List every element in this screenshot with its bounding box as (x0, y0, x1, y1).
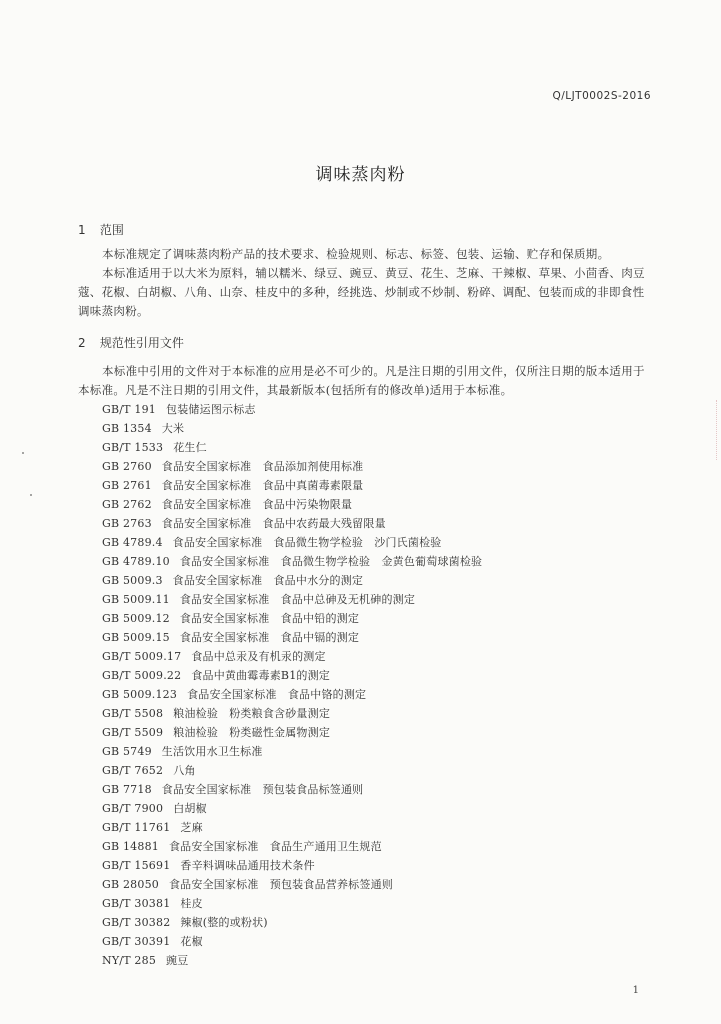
reference-title: 白胡椒 (173, 802, 207, 815)
reference-item (102, 932, 482, 951)
reference-item (102, 400, 482, 419)
reference-title: 食品安全国家标准 食品添加剂使用标准 (161, 460, 364, 473)
section-title: 规范性引用文件 (99, 336, 184, 350)
reference-item (102, 419, 482, 438)
paragraph: 本标准中引用的文件对于本标准的应用是必不可少的。凡是注日期的引用文件，仅所注日期的版本适用于本标准。凡是不注日期的引用文件，其最新版本(包括所有的修改单)适用于本标准。 (78, 364, 645, 397)
section-number: 2 (78, 336, 86, 350)
reference-title: 食品安全国家标准 食品中总砷及无机砷的测定 (179, 593, 416, 606)
scan-dot (22, 452, 24, 454)
reference-title: 食品安全国家标准 预包装食品标签通则 (161, 783, 364, 796)
reference-item (102, 894, 482, 913)
paragraph: 本标准适用于以大米为原料，辅以糯米、绿豆、豌豆、黄豆、花生、芝麻、干辣椒、草果、小茴香、肉豆蔻、花椒、白胡椒、八角、山奈、桂皮中的多种，经挑选、炒制或不炒制、粉碎、调配、包装而成的非即食性调味蒸肉粉。 (78, 266, 645, 318)
reference-item (102, 856, 482, 875)
reference-code: GB 5009.11 (102, 593, 170, 606)
reference-item (102, 875, 482, 894)
reference-code: GB 2763 (102, 517, 152, 530)
reference-code: GB 5009.12 (102, 612, 170, 625)
reference-title: 花生仁 (173, 441, 207, 454)
reference-item (102, 761, 482, 780)
reference-item (102, 818, 482, 837)
reference-item (102, 742, 482, 761)
section-title: 范围 (99, 223, 124, 237)
reference-item (102, 514, 482, 533)
reference-title: 食品安全国家标准 食品中真菌毒素限量 (161, 479, 364, 492)
reference-title: 食品安全国家标准 食品中污染物限量 (161, 498, 353, 511)
reference-code: GB/T 30382 (102, 916, 171, 929)
reference-title: 芝麻 (180, 821, 203, 834)
reference-code: GB/T 1533 (102, 441, 164, 454)
reference-code: GB/T 30381 (102, 897, 171, 910)
reference-list (102, 400, 482, 970)
section-heading-normative-references (78, 334, 184, 351)
reference-title: 食品安全国家标准 食品生产通用卫生规范 (168, 840, 382, 853)
page-title: 调味蒸肉粉 (315, 165, 406, 185)
reference-title: 食品安全国家标准 食品中农药最大残留限量 (161, 517, 386, 530)
reference-code: GB/T 5508 (102, 707, 164, 720)
reference-title: 辣椒(整的或粉状) (180, 916, 268, 929)
reference-title: 生活饮用水卫生标准 (161, 745, 263, 758)
reference-code: NY/T 285 (102, 954, 157, 967)
reference-item (102, 799, 482, 818)
reference-code: GB 2760 (102, 460, 152, 473)
reference-code: GB 5749 (102, 745, 152, 758)
reference-code: GB 14881 (102, 840, 159, 853)
reference-code: GB 5009.3 (102, 574, 163, 587)
reference-title: 粮油检验 粉类磁性金属物测定 (173, 726, 331, 739)
reference-title: 食品安全国家标准 食品中镉的测定 (179, 631, 360, 644)
section-heading-scope (78, 221, 124, 238)
reference-item (102, 704, 482, 723)
reference-item (102, 590, 482, 609)
reference-title: 食品安全国家标准 食品中铬的测定 (187, 688, 367, 701)
scan-dot (30, 494, 32, 496)
reference-item (102, 552, 482, 571)
reference-item (102, 723, 482, 742)
reference-code: GB/T 191 (102, 403, 157, 416)
reference-title: 食品中黄曲霉毒素B1的测定 (191, 669, 330, 682)
reference-code: GB/T 11761 (102, 821, 171, 834)
reference-item (102, 913, 482, 932)
reference-code: GB/T 7652 (102, 764, 164, 777)
reference-code: GB 4789.4 (102, 536, 163, 549)
reference-item (102, 609, 482, 628)
reference-item (102, 533, 482, 552)
reference-item (102, 685, 482, 704)
reference-code: GB/T 15691 (102, 859, 171, 872)
reference-item (102, 476, 482, 495)
reference-code: GB 28050 (102, 878, 159, 891)
reference-code: GB/T 7900 (102, 802, 164, 815)
paragraph: 本标准规定了调味蒸肉粉产品的技术要求、检验规则、标志、标签、包装、运输、贮存和保质期。 (102, 247, 610, 261)
reference-title: 食品安全国家标准 食品中铅的测定 (179, 612, 360, 625)
reference-title: 食品中总汞及有机汞的测定 (191, 650, 326, 663)
reference-item (102, 666, 482, 685)
reference-title: 花椒 (180, 935, 203, 948)
reference-code: GB 5009.123 (102, 688, 178, 701)
reference-item (102, 628, 482, 647)
reference-title: 香辛料调味品通用技术条件 (180, 859, 315, 872)
reference-title: 粮油检验 粉类粮食含砂量测定 (173, 707, 331, 720)
reference-code: GB 2762 (102, 498, 152, 511)
scan-artifact (710, 400, 717, 460)
reference-title: 食品安全国家标准 食品微生物学检验 沙门氏菌检验 (172, 536, 442, 549)
page-number: 1 (632, 985, 639, 996)
reference-title: 桂皮 (180, 897, 203, 910)
reference-title: 大米 (161, 422, 185, 435)
reference-title: 食品安全国家标准 食品微生物学检验 金黄色葡萄球菌检验 (179, 555, 483, 568)
reference-item (102, 647, 482, 666)
reference-title: 八角 (173, 764, 196, 777)
reference-code: GB/T 5509 (102, 726, 164, 739)
reference-code: GB 4789.10 (102, 555, 170, 568)
reference-item (102, 457, 482, 476)
reference-item (102, 571, 482, 590)
reference-item (102, 951, 482, 970)
reference-item (102, 837, 482, 856)
reference-code: GB 1354 (102, 422, 152, 435)
reference-title: 食品安全国家标准 预包装食品营养标签通则 (168, 878, 393, 891)
reference-item (102, 780, 482, 799)
reference-code: GB/T 5009.22 (102, 669, 182, 682)
reference-code: GB/T 5009.17 (102, 650, 182, 663)
reference-title: 包装储运图示标志 (166, 403, 256, 416)
reference-code: GB 5009.15 (102, 631, 170, 644)
reference-title: 豌豆 (166, 954, 189, 967)
reference-item (102, 495, 482, 514)
reference-title: 食品安全国家标准 食品中水分的测定 (172, 574, 364, 587)
reference-code: GB 2761 (102, 479, 152, 492)
reference-item (102, 438, 482, 457)
document-code: Q/LJT0002S-2016 (552, 90, 651, 102)
section-number: 1 (78, 223, 86, 237)
reference-code: GB 7718 (102, 783, 152, 796)
reference-code: GB/T 30391 (102, 935, 171, 948)
